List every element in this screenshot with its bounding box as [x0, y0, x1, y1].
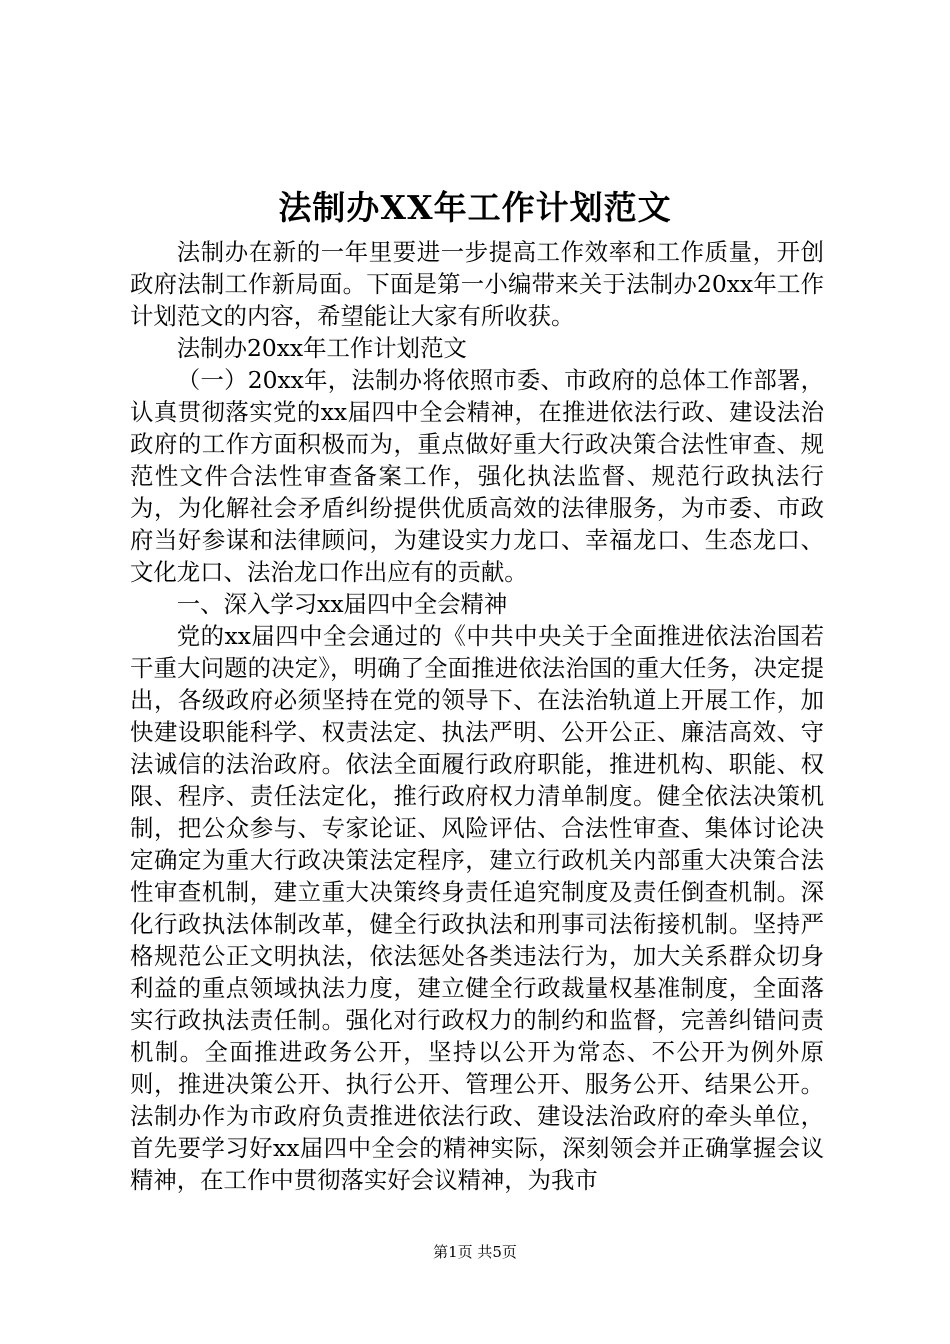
section-heading: 法制办20xx年工作计划范文 — [176, 334, 467, 362]
page-number: 第1页 共5页 — [433, 1243, 517, 1261]
document-title: 法制办XX年工作计划范文 — [278, 188, 672, 227]
paragraph-study-content: 党的xx届四中全会通过的《中共中央关于全面推进依法治国若干重大问题的决定》，明确了全面推进依法治国的重大任务，决定提出，各级政府必须坚持在党的领导下、在法治轨道上开展工作，加快建设职能科学、权责法定、执法严明、公开公正、廉洁高效、守法诚信的法治政府。依法全面履行政府职能，推进机构、职能、权限、程序、责任法定化，推行政府权力清单制度。健全依法决策机制，把公众参与、专家论证、风险评估、合法性审查、集体讨论决定确定为重大行政决策法定程序，建立行政机关内部重大决策合法性审查机制，建立重大决策终身责任追究制度及责任倒查机制。深化行政执法体制改革，健全行政执法和刑事司法衔接机制。坚持严格规范公正文明执法，依法惩处各类违法行为，加大关系群众切身利益的重点领域执法力度，建立健全行政裁量权基准制度，全面落实行政执法责任制。强化对行政权力的制约和监督，完善纠错问责机制。全面推进政务公开，坚持以公开为常态、不公开为例外原则，推进决策公开、执行公开、管理公开、服务公开、结果公开。法制办作为市政府负责推进依法行政、建设法治政府的牵头单位，首先要学习好xx届四中全会的精神实际，深刻领会并正确掌握会议精神，在工作中贯彻落实好会议精神，为我市 — [130, 622, 824, 1194]
section-heading-study: 一、深入学习xx届四中全会精神 — [176, 590, 508, 618]
document-body — [130, 236, 824, 1196]
intro-paragraph: 法制办在新的一年里要进一步提高工作效率和工作质量，开创政府法制工作新局面。下面是第一小编带来关于法制办20xx年工作计划范文的内容，希望能让大家有所收获。 — [130, 238, 824, 330]
paragraph-part-one: （一）20xx年，法制办将依照市委、市政府的总体工作部署，认真贯彻落实党的xx届四中全会精神，在推进依法行政、建设法治政府的工作方面积极而为，重点做好重大行政决策合法性审查、规范性文件合法性审查备案工作，强化执法监督、规范行政执法行为，为化解社会矛盾纠纷提供优质高效的法律服务，为市委、市政府当好参谋和法律顾问，为建设实力龙口、幸福龙口、生态龙口、文化龙口、法治龙口作出应有的贡献。 — [130, 366, 824, 586]
